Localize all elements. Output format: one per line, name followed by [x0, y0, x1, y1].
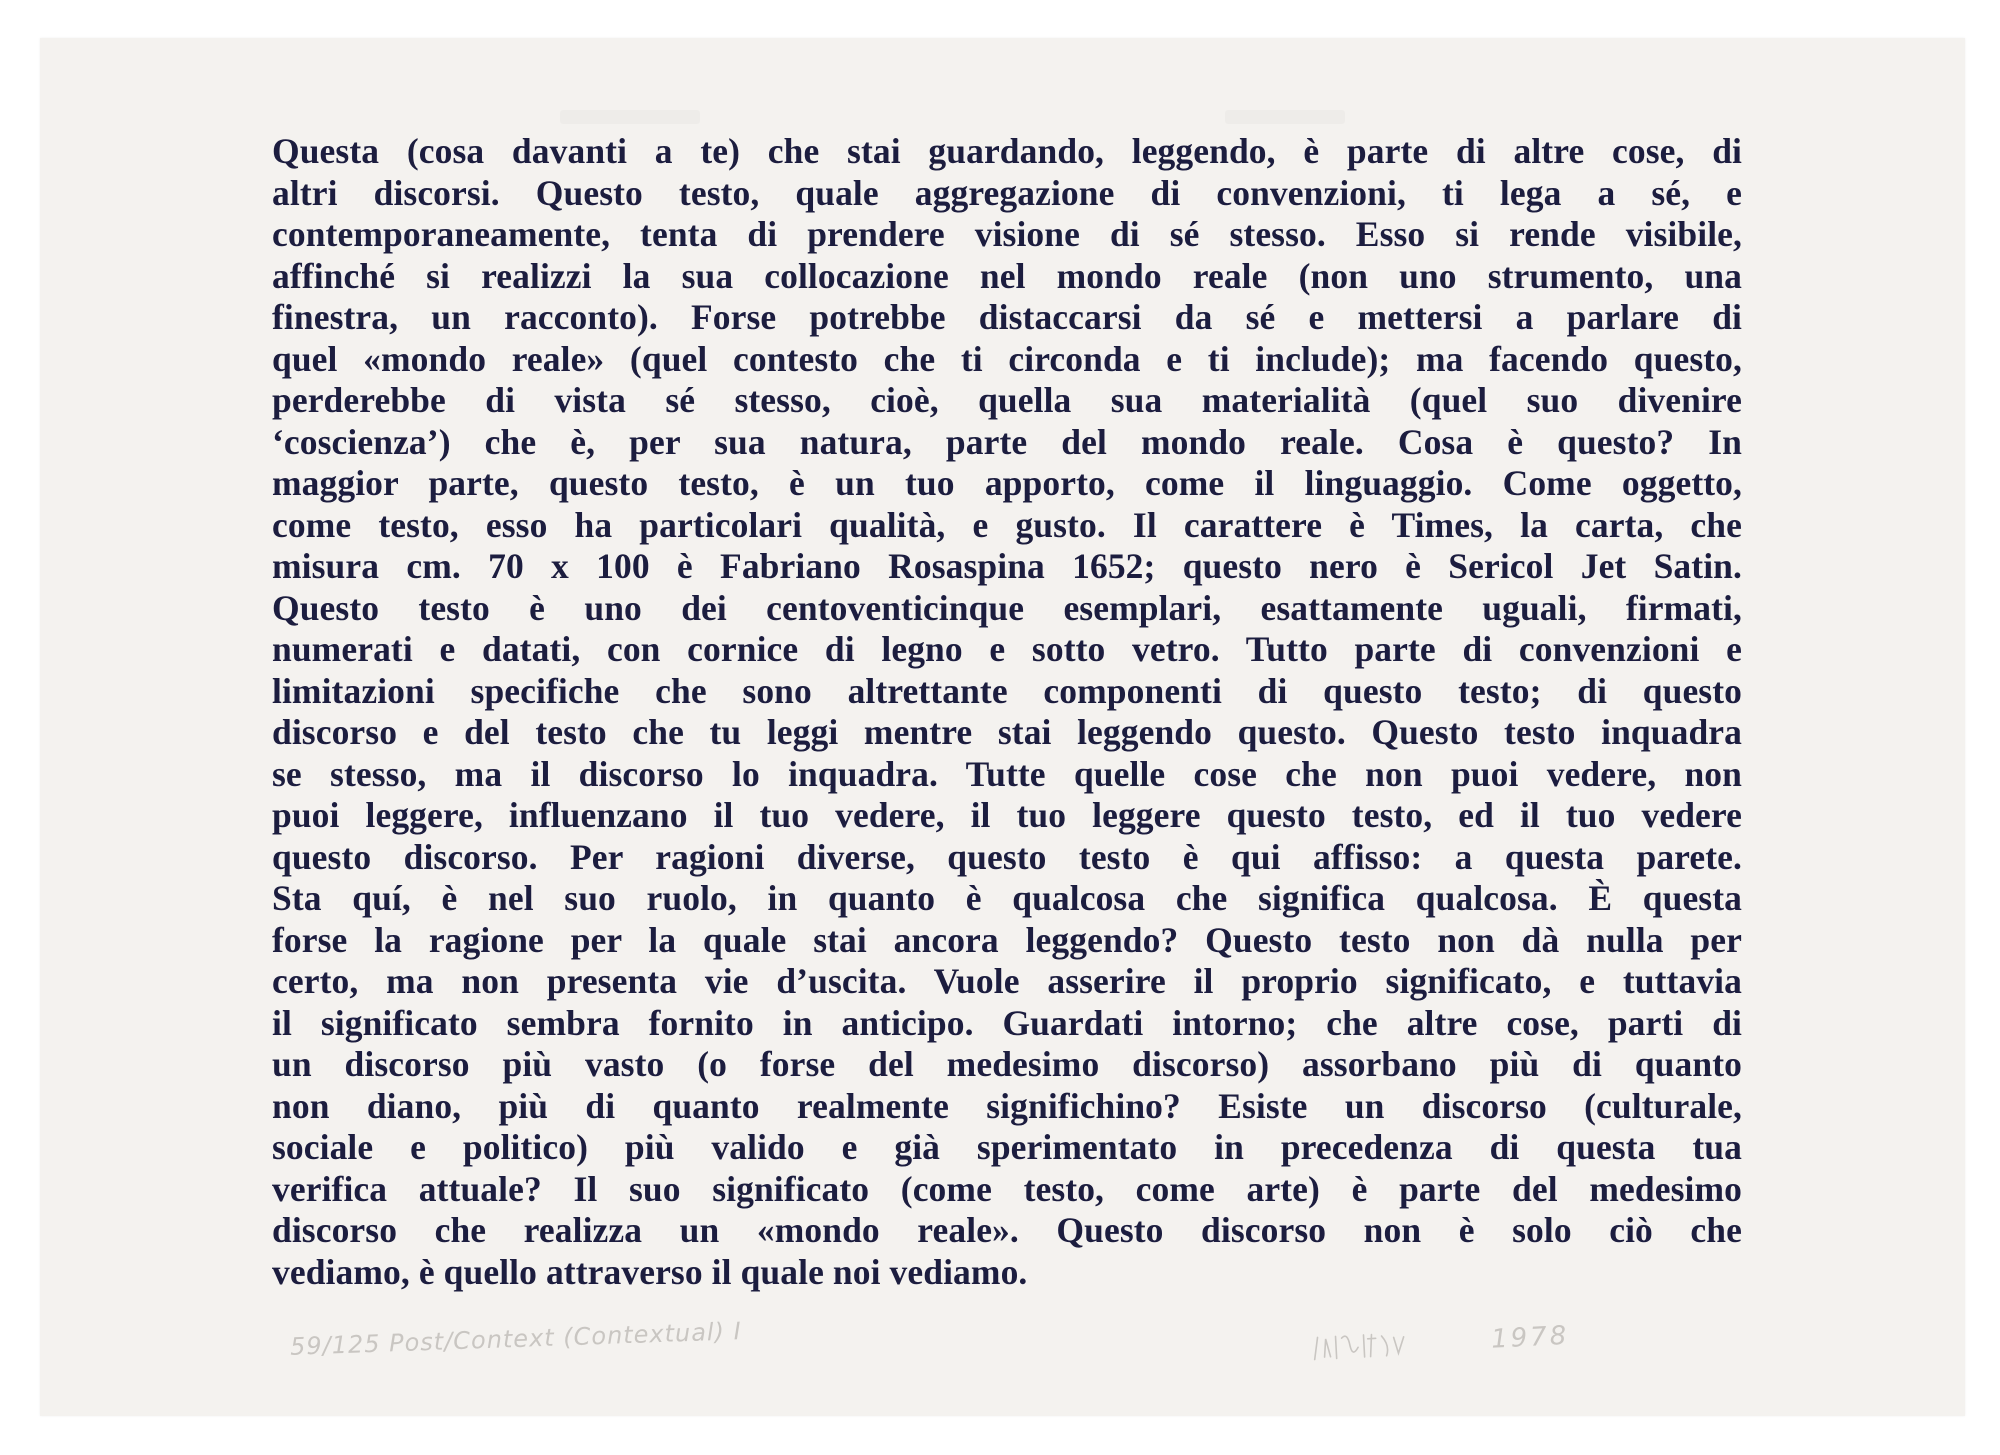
text-line: verifica attuale? Il suo significato (come testo, come arte) è parte del medesimo — [272, 1168, 1742, 1209]
text-line: non diano, più di quanto realmente significhino? Esiste un discorso (culturale, — [272, 1085, 1742, 1126]
text-line: un discorso più vasto (o forse del medesimo discorso) assorbano più di quanto — [272, 1044, 1742, 1084]
text-line: certo, ma non presenta vie d’uscita. Vuole asserire il proprio significato, e tuttavia — [272, 961, 1742, 1001]
text-line: discorso che realizza un «mondo reale». Questo discorso non è solo ciò che — [272, 1210, 1742, 1250]
text-line: affinché si realizzi la sua collocazione nel mondo reale (non uno strumento, una — [272, 255, 1742, 296]
text-line: se stesso, ma il discorso lo inquadra. Tutte quelle cose che non puoi vedere, non — [272, 753, 1742, 794]
text-line: Sta quí, è nel suo ruolo, in quanto è qualcosa che significa qualcosa. È questa — [272, 878, 1742, 918]
text-line: contemporaneamente, tenta di prendere visione di sé stesso. Esso si rende visibile, — [272, 214, 1742, 254]
text-line: misura cm. 70 x 100 è Fabriano Rosaspina 1652; questo nero è Sericol Jet Satin. — [272, 546, 1742, 586]
text-line: finestra, un racconto). Forse potrebbe distaccarsi da sé e mettersi a parlare di — [272, 297, 1742, 337]
text-line: forse la ragione per la quale stai ancora leggendo? Questo testo non dà nulla per — [272, 919, 1742, 960]
text-line: Questo testo è uno dei centoventicinque esemplari, esattamente uguali, firmati, — [272, 587, 1742, 628]
text-line: puoi leggere, influenzano il tuo vedere, il tuo leggere questo testo, ed il tuo vedere — [272, 795, 1742, 835]
printed-text-block — [272, 131, 1742, 1293]
text-line: sociale e politico) più valido e già sperimentato in precedenza di questa tua — [272, 1127, 1742, 1167]
text-line: ‘coscienza’) che è, per sua natura, parte del mondo reale. Cosa è questo? In — [272, 421, 1742, 462]
text-line: questo discorso. Per ragioni diverse, questo testo è qui affisso: a questa parete. — [272, 836, 1742, 877]
text-line: numerati e datati, con cornice di legno e sotto vetro. Tutto parte di convenzioni e — [272, 629, 1742, 669]
blind-emboss-mark — [1225, 110, 1345, 124]
text-line: perderebbe di vista sé stesso, cioè, quella sua materialità (quel suo divenire — [272, 380, 1742, 420]
blind-emboss-mark — [560, 110, 700, 124]
text-line: Questa (cosa davanti a te) che stai guardando, leggendo, è parte di altre cose, di — [272, 131, 1742, 171]
text-line: altri discorsi. Questo testo, quale aggregazione di convenzioni, ti lega a sé, e — [272, 172, 1742, 213]
text-line-final: vediamo, è quello attraverso il quale noi vediamo. — [272, 1251, 1028, 1292]
text-line: maggior parte, questo testo, è un tuo apporto, come il linguaggio. Come oggetto, — [272, 463, 1742, 503]
text-line: discorso e del testo che tu leggi mentre stai leggendo questo. Questo testo inquadra — [272, 712, 1742, 752]
pencil-edition-inscription: 59/125 Post/Context (Contextual) I — [289, 1317, 743, 1361]
text-line: limitazioni specifiche che sono altrettante componenti di questo testo; di questo — [272, 670, 1742, 711]
signature-year: 1978 — [1490, 1320, 1571, 1355]
text-line: quel «mondo reale» (quel contesto che ti circonda e ti include); ma facendo questo, — [272, 338, 1742, 379]
text-line: come testo, esso ha particolari qualità, e gusto. Il carattere è Times, la carta, che — [272, 504, 1742, 545]
text-line: il significato sembra fornito in anticipo. Guardati intorno; che altre cose, parti di — [272, 1002, 1742, 1043]
